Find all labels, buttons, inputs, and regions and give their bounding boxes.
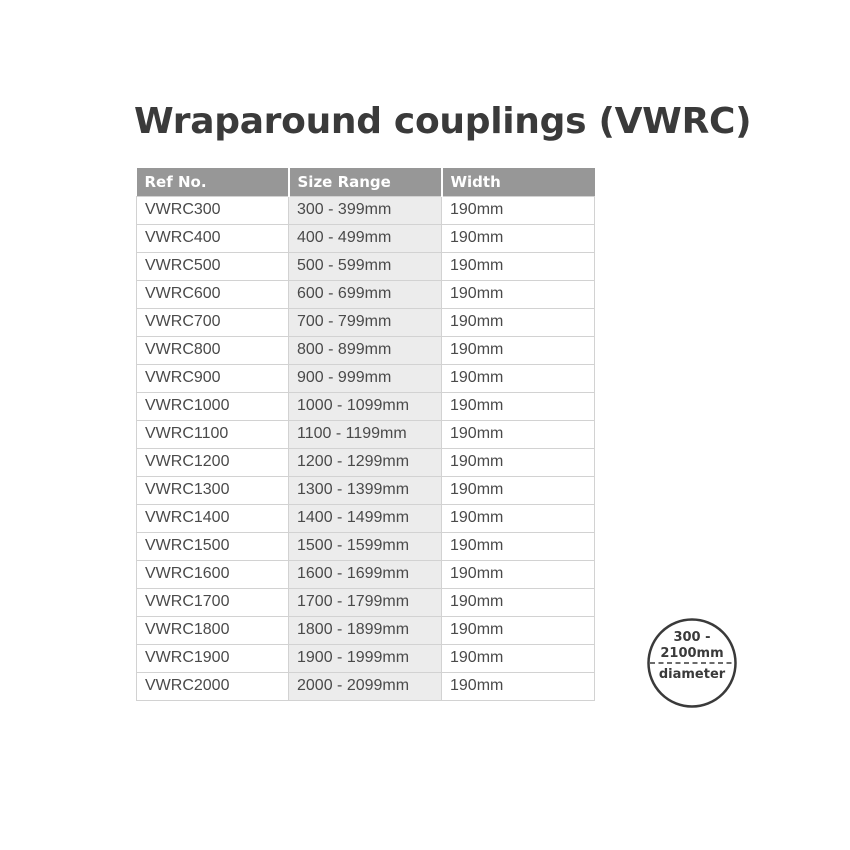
cell-size-range: 1600 - 1699mm — [289, 560, 442, 588]
cell-ref-no: VWRC1600 — [137, 560, 289, 588]
cell-width: 190mm — [442, 224, 595, 252]
cell-width: 190mm — [442, 280, 595, 308]
cell-size-range: 1700 - 1799mm — [289, 588, 442, 616]
cell-width: 190mm — [442, 476, 595, 504]
cell-width: 190mm — [442, 560, 595, 588]
diameter-badge — [647, 618, 737, 708]
cell-ref-no: VWRC500 — [137, 252, 289, 280]
badge-range-end: 2100mm — [660, 646, 724, 661]
cell-size-range: 600 - 699mm — [289, 280, 442, 308]
cell-width: 190mm — [442, 392, 595, 420]
cell-ref-no: VWRC600 — [137, 280, 289, 308]
cell-width: 190mm — [442, 420, 595, 448]
table-row — [137, 532, 595, 560]
coupling-size-table — [136, 168, 595, 701]
table-row — [137, 672, 595, 700]
table-row — [137, 252, 595, 280]
table-row — [137, 504, 595, 532]
cell-size-range: 700 - 799mm — [289, 308, 442, 336]
cell-size-range: 1900 - 1999mm — [289, 644, 442, 672]
cell-width: 190mm — [442, 644, 595, 672]
column-header-ref-no: Ref No. — [137, 168, 289, 196]
cell-ref-no: VWRC1000 — [137, 392, 289, 420]
cell-ref-no: VWRC1700 — [137, 588, 289, 616]
cell-size-range: 2000 - 2099mm — [289, 672, 442, 700]
cell-size-range: 1300 - 1399mm — [289, 476, 442, 504]
cell-width: 190mm — [442, 336, 595, 364]
column-header-size-range: Size Range — [289, 168, 442, 196]
table-row — [137, 196, 595, 224]
table-row — [137, 392, 595, 420]
cell-ref-no: VWRC300 — [137, 196, 289, 224]
cell-ref-no: VWRC2000 — [137, 672, 289, 700]
cell-size-range: 800 - 899mm — [289, 336, 442, 364]
cell-width: 190mm — [442, 532, 595, 560]
table-row — [137, 336, 595, 364]
cell-size-range: 900 - 999mm — [289, 364, 442, 392]
cell-ref-no: VWRC400 — [137, 224, 289, 252]
table-header-row — [137, 168, 595, 196]
cell-ref-no: VWRC1300 — [137, 476, 289, 504]
cell-width: 190mm — [442, 588, 595, 616]
cell-width: 190mm — [442, 448, 595, 476]
cell-size-range: 1200 - 1299mm — [289, 448, 442, 476]
table-row — [137, 224, 595, 252]
cell-ref-no: VWRC1100 — [137, 420, 289, 448]
cell-size-range: 500 - 599mm — [289, 252, 442, 280]
table-row — [137, 448, 595, 476]
column-header-width: Width — [442, 168, 595, 196]
cell-ref-no: VWRC800 — [137, 336, 289, 364]
table-row — [137, 420, 595, 448]
cell-size-range: 1000 - 1099mm — [289, 392, 442, 420]
table-row — [137, 280, 595, 308]
badge-caption: diameter — [658, 667, 726, 682]
cell-size-range: 400 - 499mm — [289, 224, 442, 252]
table-row — [137, 616, 595, 644]
table-row — [137, 560, 595, 588]
cell-ref-no: VWRC1400 — [137, 504, 289, 532]
cell-size-range: 1100 - 1199mm — [289, 420, 442, 448]
cell-ref-no: VWRC1900 — [137, 644, 289, 672]
cell-width: 190mm — [442, 672, 595, 700]
table-body — [137, 196, 595, 700]
table-row — [137, 364, 595, 392]
cell-ref-no: VWRC1200 — [137, 448, 289, 476]
table-row — [137, 308, 595, 336]
cell-size-range: 300 - 399mm — [289, 196, 442, 224]
page-title: Wraparound couplings (VWRC) — [134, 101, 752, 142]
cell-width: 190mm — [442, 364, 595, 392]
table-row — [137, 644, 595, 672]
cell-width: 190mm — [442, 308, 595, 336]
cell-width: 190mm — [442, 252, 595, 280]
cell-ref-no: VWRC1500 — [137, 532, 289, 560]
badge-range-start: 300 - — [673, 630, 711, 645]
cell-size-range: 1400 - 1499mm — [289, 504, 442, 532]
cell-width: 190mm — [442, 504, 595, 532]
cell-width: 190mm — [442, 616, 595, 644]
cell-width: 190mm — [442, 196, 595, 224]
cell-ref-no: VWRC700 — [137, 308, 289, 336]
cell-ref-no: VWRC1800 — [137, 616, 289, 644]
table-row — [137, 588, 595, 616]
cell-size-range: 1500 - 1599mm — [289, 532, 442, 560]
cell-size-range: 1800 - 1899mm — [289, 616, 442, 644]
cell-ref-no: VWRC900 — [137, 364, 289, 392]
table-row — [137, 476, 595, 504]
